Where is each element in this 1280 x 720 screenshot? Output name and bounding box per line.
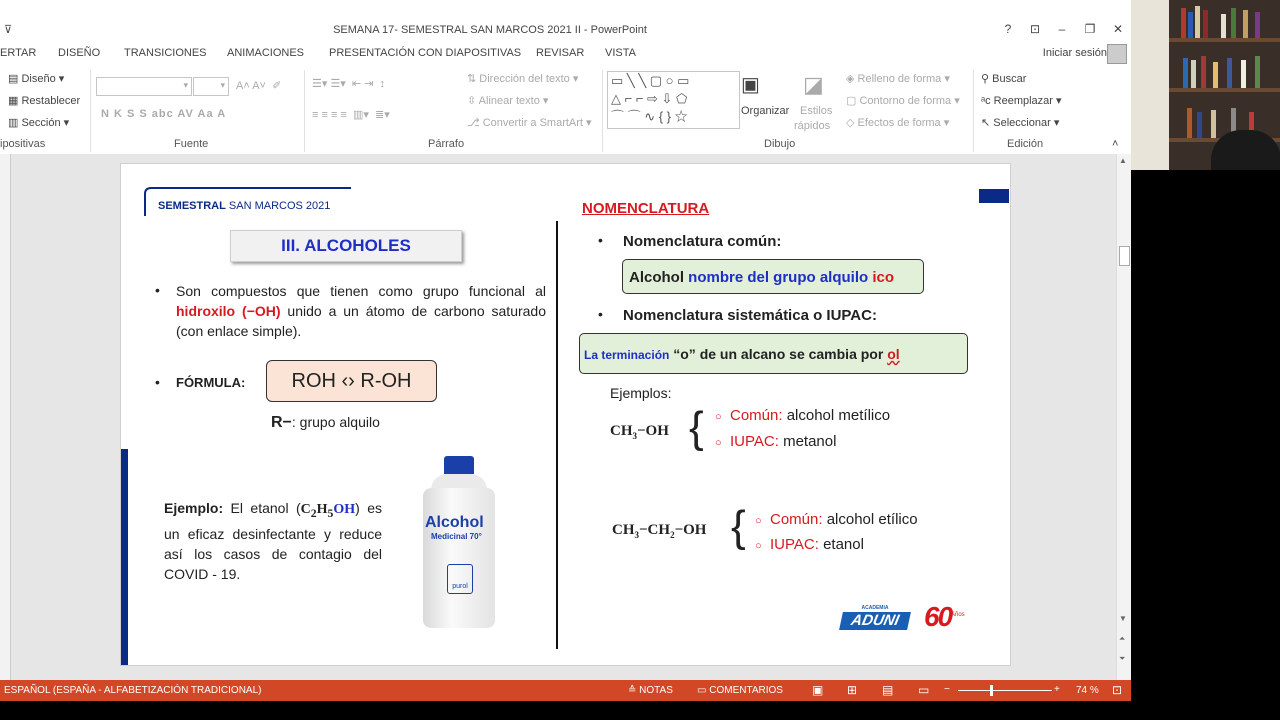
ethanol-formula: $CH_3-CH_2-OH$ xyxy=(612,522,707,540)
organizar-icon[interactable]: ▣ xyxy=(741,74,760,96)
divider xyxy=(304,70,305,152)
estilos-rapidos-icon[interactable]: ◪ xyxy=(803,72,824,97)
font-size-select[interactable]: ▾ xyxy=(193,77,229,96)
status-bar xyxy=(0,680,1131,701)
book xyxy=(1181,8,1186,38)
ex1-comun: ○ Común: alcohol metílico xyxy=(715,407,891,424)
left-accent-bar xyxy=(121,449,128,665)
normal-view-icon[interactable]: ▣ xyxy=(812,683,824,697)
reading-view-icon[interactable]: ▤ xyxy=(882,683,894,697)
restore-button[interactable]: ❐ xyxy=(1084,22,1096,36)
font-format-buttons[interactable]: N K S S abc AV Aa A xyxy=(101,108,227,120)
scroll-up-icon[interactable]: ▲ xyxy=(1119,156,1127,165)
ribbon xyxy=(0,64,1131,155)
divider xyxy=(90,70,91,152)
bullet-icon: • xyxy=(598,306,603,322)
bottle-brand: purol xyxy=(447,564,473,594)
bottom-black-bar xyxy=(0,701,1280,720)
book xyxy=(1255,56,1260,88)
chair xyxy=(1211,130,1280,170)
alinear-texto-button[interactable]: ⇳ Alinear texto ▾ xyxy=(467,95,549,107)
book xyxy=(1255,12,1260,38)
wall xyxy=(1131,0,1169,170)
book xyxy=(1201,56,1206,88)
section-title: III. ALCOHOLES xyxy=(230,230,462,262)
zoom-slider-thumb[interactable] xyxy=(990,685,993,696)
ex2-iupac: ○ IUPAC: etanol xyxy=(755,536,864,553)
close-button[interactable]: ✕ xyxy=(1112,22,1124,36)
book xyxy=(1241,60,1246,88)
brace-icon: { xyxy=(731,502,746,551)
bottle-cap xyxy=(444,456,474,474)
formula-label: FÓRMULA: xyxy=(176,375,246,390)
webcam-overlay xyxy=(1131,0,1280,170)
tab-vista[interactable]: VISTA xyxy=(605,47,636,59)
book xyxy=(1197,112,1202,138)
buscar-button[interactable]: ⚲ Buscar xyxy=(981,73,1027,85)
relleno-forma-button[interactable]: ◈ Relleno de forma ▾ xyxy=(846,73,950,85)
collapse-ribbon-icon[interactable]: ˄ xyxy=(1112,138,1119,150)
reemplazar-button[interactable]: ᵃc Reemplazar ▾ xyxy=(981,95,1062,107)
thumbnail-panel-edge[interactable] xyxy=(0,154,11,680)
nomenclatura-title: NOMENCLATURA xyxy=(582,200,710,217)
tab-transiciones[interactable]: TRANSICIONES xyxy=(124,47,207,59)
zoom-in-icon[interactable]: + xyxy=(1054,684,1060,695)
book xyxy=(1188,12,1193,38)
etanol-formula: $C_2H_5OH$ xyxy=(300,502,356,520)
zoom-slider[interactable] xyxy=(958,690,1052,691)
scroll-thumb[interactable] xyxy=(1119,246,1130,266)
group-parrafo-label: Párrafo xyxy=(428,138,465,150)
replace-icon: ᵃc xyxy=(981,95,991,107)
contorno-forma-button[interactable]: ▢ Contorno de forma ▾ xyxy=(846,95,960,107)
bottle-label: Alcohol xyxy=(425,514,484,531)
efectos-forma-button[interactable]: ◇ Efectos de forma ▾ xyxy=(846,117,950,129)
zoom-level[interactable]: 74 % xyxy=(1076,685,1099,696)
center-divider xyxy=(556,221,558,649)
book xyxy=(1221,14,1226,38)
anios-text: Años xyxy=(951,612,965,618)
estilos-button[interactable]: Estilos xyxy=(800,105,833,117)
ribbon-tabs xyxy=(0,44,1131,64)
tab-animaciones[interactable]: ANIMACIONES xyxy=(227,47,305,59)
zoom-out-icon[interactable]: − xyxy=(944,684,950,695)
formula-box: ROH ‹› R-OH xyxy=(266,360,437,402)
editor-area xyxy=(0,154,1131,680)
group-diapositivas-label: ipositivas xyxy=(0,138,46,150)
book xyxy=(1211,110,1216,138)
slide-canvas[interactable] xyxy=(120,163,1011,666)
book xyxy=(1243,10,1248,38)
tab-diseno[interactable]: DISEÑO xyxy=(58,47,101,59)
help-button[interactable]: ? xyxy=(1004,22,1012,36)
slideshow-icon[interactable]: ▭ xyxy=(918,683,930,697)
title-bar xyxy=(0,18,1131,44)
language-status[interactable]: ESPAÑOL (ESPAÑA - ALFABETIZACIÓN TRADICIONAL) xyxy=(4,685,262,696)
tab-revisar[interactable]: REVISAR xyxy=(536,47,585,59)
book xyxy=(1231,8,1236,38)
next-slide-icon[interactable]: ⏷ xyxy=(1119,654,1126,663)
tab-insertar[interactable]: ERTAR xyxy=(0,47,37,59)
sixty-years-logo: 60 xyxy=(924,601,952,632)
header-blue-tab xyxy=(979,189,1009,203)
seleccionar-button[interactable]: ↖ Seleccionar ▾ xyxy=(981,117,1060,129)
iupac-title: Nomenclatura sistemática o IUPAC: xyxy=(623,307,877,324)
notas-button[interactable]: ≙ NOTAS xyxy=(628,685,673,696)
iupac-box: La terminación “o” de un alcano se cambia por ol xyxy=(579,333,968,374)
reset-icon: ▦ xyxy=(8,95,19,107)
prev-slide-icon[interactable]: ⏶ xyxy=(1119,634,1126,643)
cursor-icon: ↖ xyxy=(981,117,991,129)
group-dibujo-label: Dibujo xyxy=(764,138,796,150)
diseno-button[interactable]: ▤ Diseño ▾ xyxy=(8,73,65,85)
bottle-body xyxy=(423,488,495,628)
bullet-icon: • xyxy=(598,232,603,248)
binoculars-icon: ⚲ xyxy=(981,73,990,85)
aduni-academia-text: ACADEMIA xyxy=(861,605,889,611)
methanol-formula: $CH_3-OH$ xyxy=(610,423,669,441)
ribbon-display-icon[interactable]: ⊡ xyxy=(1029,22,1041,36)
bottle-sublabel: Medicinal 70° xyxy=(431,532,482,541)
comun-title: Nomenclatura común: xyxy=(623,233,782,250)
fit-slide-icon[interactable]: ⊡ xyxy=(1112,683,1123,697)
direccion-texto-button[interactable]: ⇅ Dirección del texto ▾ xyxy=(467,73,579,85)
user-avatar[interactable] xyxy=(1107,44,1127,64)
tab-presentacion[interactable]: PRESENTACIÓN CON DIAPOSITIVAS xyxy=(329,47,522,59)
signin-link[interactable]: Iniciar sesión xyxy=(1042,47,1107,59)
font-name-select[interactable]: ▾ xyxy=(96,77,192,96)
aduni-logo xyxy=(841,605,909,629)
minimize-button[interactable]: – xyxy=(1058,22,1066,36)
window-title: SEMANA 17- SEMESTRAL SAN MARCOS 2021 II - PowerPoint xyxy=(333,24,647,36)
group-edicion-label: Edición xyxy=(1007,138,1044,150)
r-group-note: R−: grupo alquilo xyxy=(271,414,380,431)
convertir-smartart-button[interactable]: ⎇ Convertir a SmartArt ▾ xyxy=(467,117,592,129)
book xyxy=(1195,6,1200,38)
bullet-icon: • xyxy=(155,374,160,390)
divider xyxy=(973,70,974,152)
font-grow-shrink-icon[interactable]: A˄ A˅ ✐ xyxy=(236,80,282,92)
rapidos-label: rápidos xyxy=(794,120,831,132)
ejemplos-label: Ejemplos: xyxy=(610,385,672,401)
vertical-scrollbar[interactable] xyxy=(1116,154,1131,680)
shapes-gallery[interactable]: ▭ ╲ ╲ ▢ ○ ▭ △ ⌐ ⌐ ⇨ ⇩ ⬠ ⌒ ⌒ ∿ { } ☆ xyxy=(607,71,740,129)
example-text: Ejemplo: El etanol $(C_2H_5OH)$ es un eficaz desinfectante y reduce así los casos de contagio del COVID - 19. xyxy=(164,500,382,582)
header-text: SEMESTRAL SAN MARCOS 2021 xyxy=(158,200,331,212)
ex2-comun: ○ Común: alcohol etílico xyxy=(755,511,918,528)
layout-icon: ▤ xyxy=(8,73,19,85)
comentarios-button[interactable]: ▭ COMENTARIOS xyxy=(697,685,783,696)
book xyxy=(1191,60,1196,88)
slide-sorter-icon[interactable]: ⊞ xyxy=(847,683,858,697)
align-icons[interactable]: ≡ ≡ ≡ ≡ ▥▾ ≣▾ xyxy=(312,109,390,121)
book xyxy=(1227,58,1232,88)
ex1-iupac: ○ IUPAC: metanol xyxy=(715,433,837,450)
divider xyxy=(602,70,603,152)
book xyxy=(1203,10,1208,38)
bullets-icon[interactable]: ☰▾ ☰▾ ⇤ ⇥ ↕ xyxy=(312,78,386,90)
book xyxy=(1187,108,1192,138)
quick-access-dropdown-icon[interactable]: ⊽ xyxy=(4,24,13,36)
group-fuente-label: Fuente xyxy=(174,138,209,150)
book xyxy=(1183,58,1188,88)
aduni-text: ADUNI xyxy=(839,612,911,630)
comun-box: Alcohol nombre del grupo alquilo ico xyxy=(622,259,924,294)
book xyxy=(1213,62,1218,88)
definition-text: Son compuestos que tienen como grupo funcional al hidroxilo (−OH) unido a un átomo de carbono saturado (con enlace simple). xyxy=(176,283,546,339)
brace-icon: { xyxy=(689,403,704,452)
section-icon: ▥ xyxy=(8,117,19,129)
organizar-button[interactable]: Organizar xyxy=(741,105,790,117)
scroll-down-icon[interactable]: ▼ xyxy=(1119,614,1127,623)
bullet-icon: • xyxy=(155,282,160,298)
seccion-button[interactable]: ▥ Sección ▾ xyxy=(8,117,70,129)
alcohol-bottle-image xyxy=(421,456,497,631)
restablecer-button[interactable]: ▦ Restablecer xyxy=(8,95,81,107)
